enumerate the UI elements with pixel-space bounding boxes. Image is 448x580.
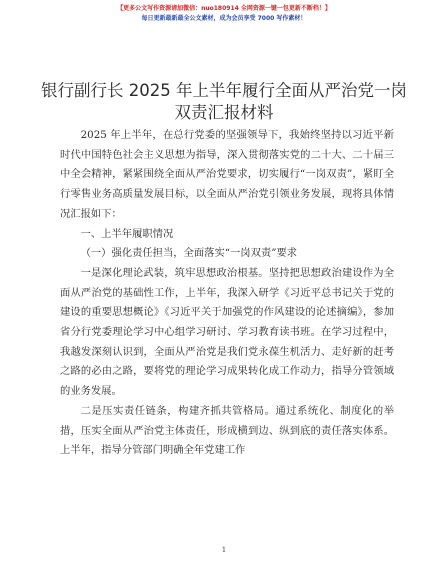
document-title: 银行副行长 2025 年上半年履行全面从严治党一岗双责汇报材料 (41, 81, 407, 122)
page-number: 1 (221, 546, 227, 554)
body-paragraph: 一是深化理论武装，筑牢思想政治根基。坚持把思想政治建设作为全面从严治党的基础性工作，上半年，我深入研学《习近平总书记关于党的建设的重要思想概论》《习近平关于加强党的作风建设的论述摘编》，参加省分行党委理论学习中心组学习研讨、学习教育读书班。在学习过程中，我越发深刻认识到，全面从严治党是我们党永葆生机活力、走好新的赶考之路的必由之路，要将党的理论学习成果转化成工作动力，指导分管领域的业务发展。 (60, 266, 394, 398)
body-paragraph: 二是压实责任链条，构建齐抓共管格局。通过系统化、制度化的举措，压实全面从严治党主体责任，形成横到边、纵到底的责任落实体系。上半年，指导分管部门明确全年党建工作 (60, 404, 394, 457)
promo-banner (0, 4, 448, 24)
section-heading: 一、上半年履职情况 (80, 227, 174, 240)
promo-banner-line2: 每日更新最新最全公文素材，成为会员享受 7000 写作素材！ (141, 15, 307, 22)
promo-banner-line1: 【更多公文写作资源请加微信：nuo180914 全网资源一键一包更新不断档！】 (117, 5, 331, 12)
section-subheading: （一）强化责任担当，全面落实“一岗双责”要求 (80, 247, 298, 260)
intro-paragraph: 2025 年上半年，在总行党委的坚强领导下，我始终坚持以习近平新时代中国特色社会主义思想为指导，深入贯彻落实党的二十大、二十届三中全会精神，紧紧围绕全面从严治党要求，切实履行“一岗双责”，紧盯全行零售业务高质量发展目标，以全面从严治党引领业务发展，现将具体情况汇报如下： (60, 129, 394, 220)
document-body (60, 126, 394, 461)
